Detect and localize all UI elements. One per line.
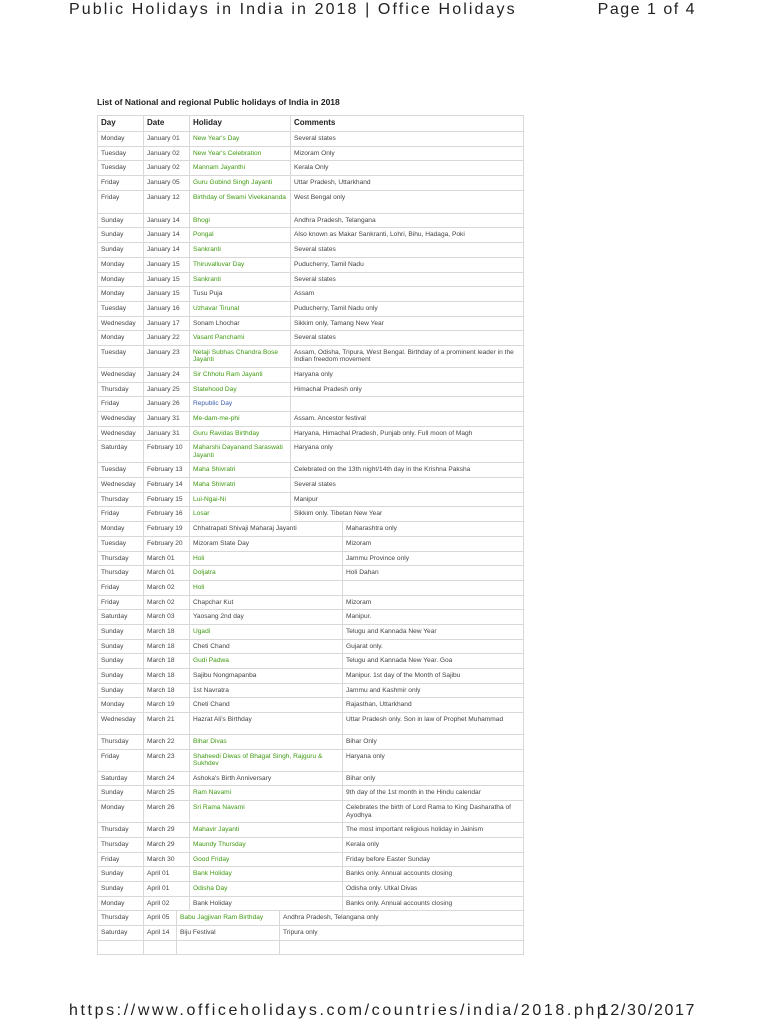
cell-date: February 19: [143, 522, 189, 536]
cell-date: March 22: [143, 735, 189, 749]
cell-holiday[interactable]: Holi: [189, 581, 342, 595]
cell-date: March 30: [143, 853, 189, 867]
cell-day: Monday: [97, 287, 143, 301]
cell-comment: Haryana only: [290, 441, 524, 462]
cell-holiday[interactable]: Birthday of Swami Vivekananda: [189, 191, 290, 213]
cell-day: Saturday: [97, 441, 143, 462]
cell-date: March 26: [143, 801, 189, 822]
cell-holiday: Yaosang 2nd day: [189, 610, 342, 624]
cell-day: Tuesday: [97, 346, 143, 367]
cell-day: Sunday: [97, 882, 143, 896]
cell-holiday[interactable]: Maha Shivratri: [189, 478, 290, 492]
cell-date: January 14: [143, 243, 189, 257]
cell-comment: Telugu and Kannada New Year. Goa: [342, 654, 524, 668]
table-row: [97, 926, 524, 941]
cell-holiday: Sajibu Nongmapanba: [189, 669, 342, 683]
cell-day: Tuesday: [97, 147, 143, 161]
table-row: [97, 941, 524, 956]
cell-comment: Haryana only: [290, 368, 524, 382]
cell-date: January 24: [143, 368, 189, 382]
cell-day: Sunday: [97, 625, 143, 639]
cell-date: March 29: [143, 823, 189, 837]
column-header-date: Date: [143, 116, 189, 131]
table-row: [97, 161, 524, 176]
column-header-day: Day: [97, 116, 143, 131]
cell-day: Thursday: [97, 552, 143, 566]
table-row: [97, 581, 524, 596]
table-row: [97, 669, 524, 684]
page-footer: [0, 1002, 768, 1024]
table-row: [97, 478, 524, 493]
cell-date: April 01: [143, 867, 189, 881]
cell-day: Tuesday: [97, 463, 143, 477]
cell-date: January 14: [143, 228, 189, 242]
table-row: [97, 346, 524, 368]
page-header: [0, 0, 768, 24]
cell-date: January 05: [143, 176, 189, 190]
cell-comment: West Bengal only: [290, 191, 524, 213]
cell-holiday[interactable]: Ram Navami: [189, 786, 342, 800]
print-date: 12/30/2017: [599, 1002, 696, 1019]
table-row: [97, 537, 524, 552]
cell-date: April 01: [143, 882, 189, 896]
cell-date: March 01: [143, 552, 189, 566]
cell-comment: Puducherry, Tamil Nadu: [290, 258, 524, 272]
table-row: [97, 867, 524, 882]
table-row: [97, 191, 524, 214]
cell-day: Thursday: [97, 911, 143, 925]
cell-comment: Sikkim only. Tibetan New Year: [290, 507, 524, 521]
cell-holiday[interactable]: Good Friday: [189, 853, 342, 867]
cell-holiday[interactable]: Mahavir Jayanti: [189, 823, 342, 837]
cell-date: January 15: [143, 273, 189, 287]
cell-comment: Celebrates the birth of Lord Rama to King Dasharatha of Ayodhya: [342, 801, 524, 822]
cell-day: Sunday: [97, 786, 143, 800]
cell-day: Sunday: [97, 228, 143, 242]
table-row: [97, 596, 524, 611]
page-title: Public Holidays in India in 2018 | Office Holidays: [69, 1, 517, 18]
cell-holiday[interactable]: Maundy Thursday: [189, 838, 342, 852]
cell-comment: Several states: [290, 243, 524, 257]
cell-comment: Puducherry, Tamil Nadu only: [290, 302, 524, 316]
table-row: [97, 427, 524, 442]
cell-comment: Manipur: [290, 493, 524, 507]
cell-holiday[interactable]: Sri Rama Navami: [189, 801, 342, 822]
cell-holiday[interactable]: Maharshi Dayanand Saraswati Jayanti: [189, 441, 290, 462]
cell-holiday[interactable]: Thiruvalluvar Day: [189, 258, 290, 272]
cell-holiday: Sonam Lhochar: [189, 317, 290, 331]
cell-date: January 26: [143, 397, 189, 411]
cell-day: Thursday: [97, 493, 143, 507]
cell-holiday[interactable]: Netaji Subhas Chandra Bose Jayanti: [189, 346, 290, 367]
table-row: [97, 214, 524, 229]
table-row: [97, 493, 524, 508]
cell-day: Saturday: [97, 772, 143, 786]
cell-comment: Tripura only: [279, 926, 524, 940]
cell-holiday[interactable]: Uzhavar Tirunal: [189, 302, 290, 316]
cell-day: Monday: [97, 698, 143, 712]
table-row: [97, 735, 524, 750]
table-row: [97, 625, 524, 640]
cell-holiday: 1st Navratra: [189, 684, 342, 698]
cell-date: January 25: [143, 383, 189, 397]
cell-date: January 01: [143, 132, 189, 146]
cell-comment: Himachal Pradesh only: [290, 383, 524, 397]
cell-day: Monday: [97, 801, 143, 822]
cell-holiday[interactable]: Me-dam-me-phi: [189, 412, 290, 426]
cell-day: [97, 941, 143, 955]
table-row: [97, 698, 524, 713]
cell-date: January 15: [143, 287, 189, 301]
cell-comment: Several states: [290, 273, 524, 287]
cell-date: April 14: [143, 926, 176, 940]
cell-comment: Andhra Pradesh, Telangana only: [279, 911, 524, 925]
cell-comment: Banks only. Annual accounts closing: [342, 897, 524, 911]
cell-date: March 18: [143, 625, 189, 639]
cell-holiday: Cheti Chand: [189, 640, 342, 654]
table-row: [97, 317, 524, 332]
cell-holiday[interactable]: Ugadi: [189, 625, 342, 639]
cell-day: Friday: [97, 176, 143, 190]
table-row: [97, 368, 524, 383]
table-row: [97, 243, 524, 258]
cell-holiday[interactable]: Vasant Panchami: [189, 331, 290, 345]
cell-holiday: Mizoram State Day: [189, 537, 342, 551]
cell-day: Friday: [97, 191, 143, 213]
cell-comment: Manipur.: [342, 610, 524, 624]
cell-comment: Assam, Odisha, Tripura, West Bengal. Birthday of a prominent leader in the Indian freedom movement: [290, 346, 524, 367]
cell-day: Monday: [97, 258, 143, 272]
cell-holiday: Biju Festival: [176, 926, 279, 940]
cell-comment: [279, 941, 524, 955]
table-row: [97, 838, 524, 853]
cell-date: March 02: [143, 596, 189, 610]
cell-date: April 05: [143, 911, 176, 925]
cell-comment: Celebrated on the 13th night/14th day in the Krishna Paksha: [290, 463, 524, 477]
cell-holiday[interactable]: Guru Gobind Singh Jayanti: [189, 176, 290, 190]
table-row: [97, 853, 524, 868]
cell-comment: Jammu and Kashmir only: [342, 684, 524, 698]
cell-day: Monday: [97, 331, 143, 345]
table-row: [97, 412, 524, 427]
cell-day: Thursday: [97, 838, 143, 852]
cell-holiday: Cheti Chand: [189, 698, 342, 712]
cell-day: Thursday: [97, 566, 143, 580]
cell-comment: Manipur. 1st day of the Month of Sajibu: [342, 669, 524, 683]
cell-comment: Jammu Province only: [342, 552, 524, 566]
cell-holiday: Tusu Puja: [189, 287, 290, 301]
cell-holiday: Ashoka's Birth Anniversary: [189, 772, 342, 786]
cell-comment: Maharashtra only: [342, 522, 524, 536]
cell-holiday: Chapchar Kut: [189, 596, 342, 610]
cell-date: March 18: [143, 640, 189, 654]
cell-date: January 15: [143, 258, 189, 272]
cell-comment: Also known as Makar Sankranti, Lohri, Bihu, Hadaga, Poki: [290, 228, 524, 242]
cell-comment: 9th day of the 1st month in the Hindu calendar: [342, 786, 524, 800]
cell-comment: Assam: [290, 287, 524, 301]
cell-holiday[interactable]: New Year's Day: [189, 132, 290, 146]
cell-holiday: Bank Holiday: [189, 897, 342, 911]
table-row: [97, 640, 524, 655]
cell-date: February 16: [143, 507, 189, 521]
cell-holiday[interactable]: Sir Chhotu Ram Jayanti: [189, 368, 290, 382]
cell-date: January 22: [143, 331, 189, 345]
table-row: [97, 566, 524, 581]
cell-holiday: Hazrat Ali's Birthday: [189, 713, 342, 734]
cell-day: Sunday: [97, 654, 143, 668]
table-row: [97, 610, 524, 625]
cell-comment: Uttar Pradesh only. Son in law of Prophet Muhammad: [342, 713, 524, 734]
cell-date: March 18: [143, 684, 189, 698]
cell-day: Sunday: [97, 214, 143, 228]
cell-day: Sunday: [97, 684, 143, 698]
cell-date: January 31: [143, 427, 189, 441]
cell-holiday: [176, 941, 279, 955]
table-row: [97, 750, 524, 772]
cell-date: February 20: [143, 537, 189, 551]
cell-date: January 16: [143, 302, 189, 316]
cell-date: April 02: [143, 897, 189, 911]
cell-holiday[interactable]: Sankranti: [189, 273, 290, 287]
cell-date: January 12: [143, 191, 189, 213]
cell-day: Wednesday: [97, 713, 143, 734]
cell-holiday: Chhatrapati Shivaji Maharaj Jayanti: [189, 522, 342, 536]
table-row: [97, 228, 524, 243]
cell-holiday[interactable]: Bihar Divas: [189, 735, 342, 749]
table-row: [97, 132, 524, 147]
table-row: [97, 147, 524, 162]
cell-holiday[interactable]: Gudi Padwa: [189, 654, 342, 668]
cell-comment: Gujarat only.: [342, 640, 524, 654]
cell-day: Wednesday: [97, 427, 143, 441]
cell-day: Friday: [97, 596, 143, 610]
cell-comment: Bihar Only: [342, 735, 524, 749]
cell-day: Monday: [97, 132, 143, 146]
cell-comment: Several states: [290, 478, 524, 492]
table-row: [97, 786, 524, 801]
cell-day: Monday: [97, 897, 143, 911]
cell-date: [143, 941, 176, 955]
cell-comment: Haryana only: [342, 750, 524, 771]
cell-date: February 15: [143, 493, 189, 507]
cell-holiday[interactable]: Republic Day: [189, 397, 290, 411]
cell-day: Thursday: [97, 735, 143, 749]
table-row: [97, 397, 524, 412]
holidays-table: [97, 115, 524, 958]
cell-day: Sunday: [97, 243, 143, 257]
cell-date: March 02: [143, 581, 189, 595]
source-url: https://www.officeholidays.com/countries/india/2018.php: [69, 1002, 609, 1019]
cell-comment: Kerala only: [342, 838, 524, 852]
cell-holiday[interactable]: Babu Jagjivan Ram Birthday: [176, 911, 279, 925]
column-header-comments: Comments: [290, 116, 524, 131]
cell-day: Friday: [97, 853, 143, 867]
table-row: [97, 383, 524, 398]
cell-day: Friday: [97, 397, 143, 411]
table-row: [97, 176, 524, 191]
cell-comment: Haryana, Himachal Pradesh, Punjab only. Full moon of Magh: [290, 427, 524, 441]
table-row: [97, 772, 524, 787]
table-row: [97, 273, 524, 288]
cell-comment: Odisha only. Utkal Divas: [342, 882, 524, 896]
cell-date: March 29: [143, 838, 189, 852]
cell-comment: [342, 581, 524, 595]
cell-holiday[interactable]: Shaheedi Diwas of Bhagat Singh, Rajguru & Sukhdev: [189, 750, 342, 771]
table-row: [97, 684, 524, 699]
cell-holiday[interactable]: Lui-Ngai-Ni: [189, 493, 290, 507]
table-row: [97, 713, 524, 735]
table-row: [97, 522, 524, 537]
cell-day: Friday: [97, 581, 143, 595]
cell-date: March 25: [143, 786, 189, 800]
cell-holiday[interactable]: Bhogi: [189, 214, 290, 228]
cell-holiday[interactable]: Pongal: [189, 228, 290, 242]
cell-comment: Bihar only: [342, 772, 524, 786]
table-header-row: [97, 115, 524, 132]
cell-day: Friday: [97, 750, 143, 771]
cell-comment: Banks only. Annual accounts closing: [342, 867, 524, 881]
cell-date: January 02: [143, 161, 189, 175]
cell-date: February 10: [143, 441, 189, 462]
cell-date: March 19: [143, 698, 189, 712]
cell-date: February 13: [143, 463, 189, 477]
table-row: [97, 331, 524, 346]
cell-date: March 18: [143, 654, 189, 668]
table-row: [97, 552, 524, 567]
cell-comment: Sikkim only, Tamang New Year: [290, 317, 524, 331]
cell-date: March 18: [143, 669, 189, 683]
cell-holiday[interactable]: Odisha Day: [189, 882, 342, 896]
cell-holiday[interactable]: Doljatra: [189, 566, 342, 580]
cell-date: January 23: [143, 346, 189, 367]
cell-comment: Uttar Pradesh, Uttarkhand: [290, 176, 524, 190]
cell-holiday[interactable]: Holi: [189, 552, 342, 566]
cell-day: Saturday: [97, 610, 143, 624]
cell-day: Wednesday: [97, 317, 143, 331]
table-row: [97, 882, 524, 897]
cell-comment: Several states: [290, 132, 524, 146]
cell-holiday[interactable]: Sankranti: [189, 243, 290, 257]
cell-comment: Friday before Easter Sunday: [342, 853, 524, 867]
cell-day: Wednesday: [97, 478, 143, 492]
cell-day: Tuesday: [97, 537, 143, 551]
cell-day: Monday: [97, 522, 143, 536]
cell-comment: The most important religious holiday in Jainism: [342, 823, 524, 837]
table-row: [97, 801, 524, 823]
cell-day: Sunday: [97, 640, 143, 654]
cell-date: March 01: [143, 566, 189, 580]
cell-holiday[interactable]: New Year's Celebration: [189, 147, 290, 161]
cell-comment: Mizoram: [342, 596, 524, 610]
table-row: [97, 302, 524, 317]
table-caption: List of National and regional Public holidays of India in 2018: [97, 97, 340, 107]
cell-comment: Telugu and Kannada New Year: [342, 625, 524, 639]
cell-holiday[interactable]: Losar: [189, 507, 290, 521]
cell-day: Wednesday: [97, 368, 143, 382]
cell-date: March 03: [143, 610, 189, 624]
cell-comment: Andhra Pradesh, Telangana: [290, 214, 524, 228]
cell-holiday[interactable]: Guru Ravidas Birthday: [189, 427, 290, 441]
table-row: [97, 463, 524, 478]
cell-holiday[interactable]: Bank Holiday: [189, 867, 342, 881]
cell-day: Thursday: [97, 383, 143, 397]
cell-date: March 24: [143, 772, 189, 786]
cell-date: January 31: [143, 412, 189, 426]
cell-date: January 14: [143, 214, 189, 228]
cell-day: Saturday: [97, 926, 143, 940]
cell-comment: Rajasthan, Uttarkhand: [342, 698, 524, 712]
table-row: [97, 897, 524, 912]
cell-day: Friday: [97, 507, 143, 521]
cell-day: Sunday: [97, 867, 143, 881]
cell-date: January 17: [143, 317, 189, 331]
cell-date: January 02: [143, 147, 189, 161]
table-row: [97, 823, 524, 838]
cell-date: February 14: [143, 478, 189, 492]
table-row: [97, 258, 524, 273]
table-row: [97, 911, 524, 926]
cell-comment: Mizoram: [342, 537, 524, 551]
table-row: [97, 654, 524, 669]
cell-day: Thursday: [97, 823, 143, 837]
page-number: Page 1 of 4: [597, 1, 696, 18]
cell-holiday[interactable]: Statehood Day: [189, 383, 290, 397]
cell-comment: Mizoram Only: [290, 147, 524, 161]
cell-day: Wednesday: [97, 412, 143, 426]
cell-holiday[interactable]: Maha Shivratri: [189, 463, 290, 477]
table-row: [97, 507, 524, 522]
table-row: [97, 287, 524, 302]
cell-date: March 23: [143, 750, 189, 771]
cell-holiday[interactable]: Mannam Jayanthi: [189, 161, 290, 175]
cell-comment: Several states: [290, 331, 524, 345]
cell-day: Tuesday: [97, 302, 143, 316]
cell-day: Sunday: [97, 669, 143, 683]
cell-day: Monday: [97, 273, 143, 287]
cell-comment: Kerala Only: [290, 161, 524, 175]
cell-day: Tuesday: [97, 161, 143, 175]
cell-comment: Holi Dahan: [342, 566, 524, 580]
cell-comment: [290, 397, 524, 411]
table-row: [97, 441, 524, 463]
cell-comment: Assam. Ancestor festival: [290, 412, 524, 426]
column-header-holiday: Holiday: [189, 116, 290, 131]
cell-date: March 21: [143, 713, 189, 734]
